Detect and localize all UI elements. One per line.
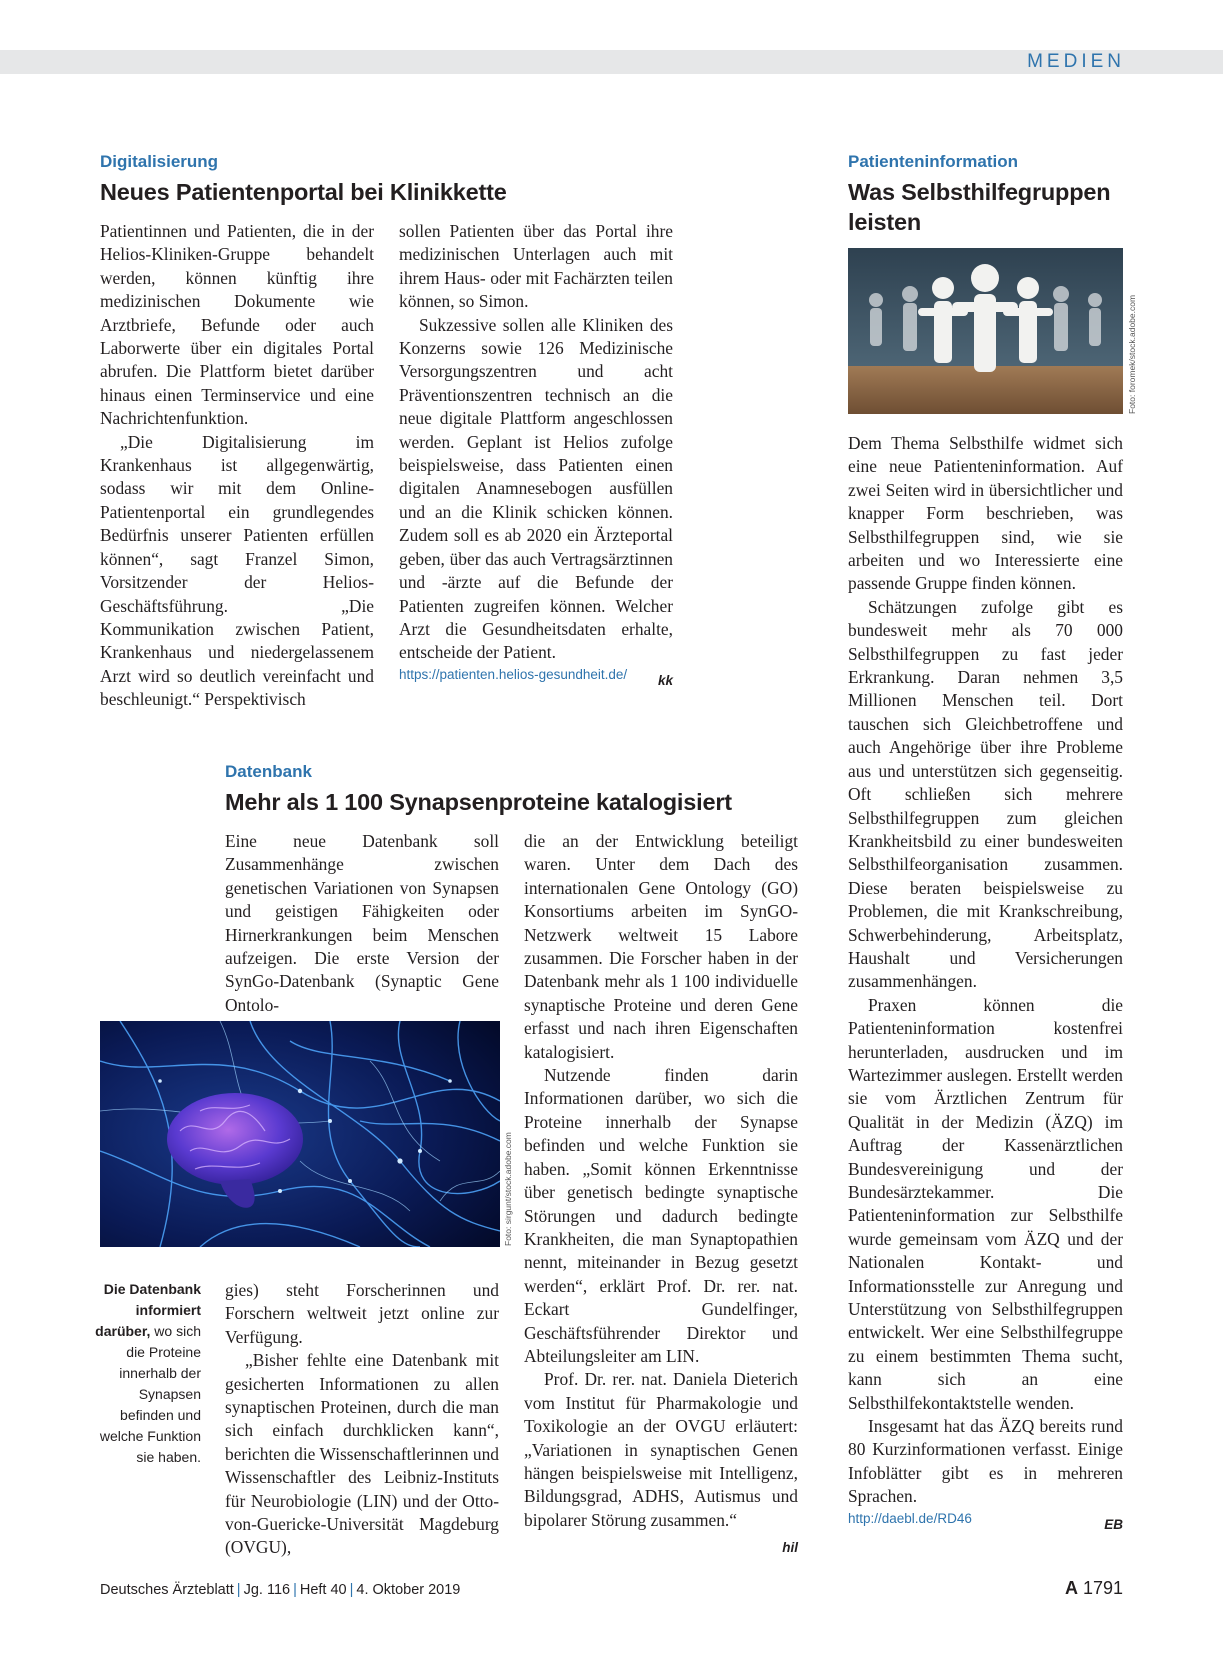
article3-column	[848, 432, 1123, 1536]
brain-network-illustration	[100, 1021, 500, 1247]
article1-col1-paragraph: „Die Digitalisierung im Krankenhaus ist allgegenwärtig, sodass wir mit dem Online-Patientenportal ein grundlegendes Bedürfnis unserer Patienten erfüllen können“, sagt Franzel Simon, Vorsitzender der Helios-Geschäftsführung. „Die Kommunikation zwischen Patient, Krankenhaus und niedergelassenem Arzt wird so deutlich vereinfacht und beschleunigt.“ Perspektivisch	[100, 431, 374, 710]
article2-photo-caption	[88, 1279, 201, 1468]
article2-col2-paragraph: Prof. Dr. rer. nat. Daniela Dieterich vom Institut für Pharmakologie und Toxikologie an der OVGU erläutert: „Variationen in synaptischen Genen hängen beispielsweise mit Intelligenz, Bildungsgrad, ADHS, Autismus und bipolarer Störung zusammen.“	[524, 1369, 798, 1530]
article3-headline-line2: leisten	[848, 209, 922, 235]
caption-bold-lead: Die Datenbank informiert darüber,	[95, 1281, 201, 1339]
footer-issue: Heft 40	[299, 1582, 347, 1598]
article3-signature: EB	[1104, 1516, 1123, 1532]
article1-signature: kk	[657, 672, 673, 688]
article1-col1-paragraph: Patientinnen und Patienten, die in der Helios-Kliniken-Gruppe behandelt werden, können künftig ihre medizinischen Dokumente wie Arztbriefe, Befunde oder auch Laborwerte über ein digitales Portal abrufen. Die Plattform bietet darüber hinaus einen Terminservice und eine Nachrichtenfunktion.	[100, 221, 374, 429]
article2-rubric: Datenbank	[225, 762, 312, 781]
footer-separator: |	[349, 1582, 354, 1598]
article1-column-1	[100, 220, 374, 712]
article3-paragraph: Insgesamt hat das ÄZQ bereits rund 80 Kurzinformationen verfasst. Einige Infoblätter gibt es in mehreren Sprachen.	[848, 1416, 1123, 1507]
footer-separator: |	[293, 1582, 297, 1598]
article3-headline-line1: Was Selbsthilfegruppen	[848, 179, 1111, 205]
article1-col2-paragraph: Sukzessive sollen alle Kliniken des Konzerns sowie 126 Medizinische Versorgungszentren und acht Präventionszentren technisch an die neue digitale Plattform angeschlossen werden. Geplant ist Helios zufolge beispielsweise, dass Patienten einen digitalen Anamnesebogen ausfüllen und an die Klinik schicken können. Zudem soll es ab 2020 ein Ärzteportal geben, über das auch Vertragsärztinnen und -ärzte auf die Befunde der Patienten zugreifen können. Welcher Arzt die Gesundheitsdaten erhalte, entscheide der Patient.	[399, 314, 673, 663]
paper-people-illustration	[848, 248, 1123, 414]
article2-headline: Mehr als 1 100 Synapsenproteine katalogisiert	[225, 789, 732, 815]
page-prefix: A	[1064, 1578, 1078, 1598]
footer	[100, 1582, 460, 1598]
article1-headline: Neues Patientenportal bei Klinikkette	[100, 179, 507, 205]
page-number-value: 1791	[1082, 1578, 1123, 1598]
section-label: MEDIEN	[1027, 51, 1125, 72]
article3-headline	[848, 177, 1128, 237]
caption-text: wo sich die Proteine innerhalb der Synapsen befinden und welche Funktion sie haben.	[99, 1323, 201, 1465]
brain-network-photo	[100, 1021, 500, 1247]
article1-rubric: Digitalisierung	[100, 152, 219, 171]
footer-journal: Deutsches Ärzteblatt	[100, 1582, 234, 1598]
article2-photo-credit: Foto: sirgunt/stock.adobe.com	[503, 1132, 513, 1246]
article2-col1-paragraph: „Bisher fehlte eine Datenbank mit gesicherten Informationen zu allen synaptischen Proteinen, durch die man sich einfach durchklicken kann“, berichten die Wissenschaftlerinnen und Wissenschaftler des Leibniz-Instituts für Neurobiologie (LIN) und der Otto-von-Guericke-Universität Magdeburg (OVGU),	[225, 1350, 499, 1558]
article2-col2-paragraph: Nutzende finden darin Informationen darüber, wo sich die Proteine innerhalb der Synapse befinden und welche Funktion sie haben. „Somit können Erkenntnisse über genetisch bedingte synaptische Störungen und dadurch bedingte Krankheiten, die man Synaptopathien nennt, miteinander in Bezug gesetzt werden“, erklärt Prof. Dr. rer. nat. Eckart Gundelfinger, Geschäftsführender Direktor und Abteilungsleiter am LIN.	[524, 1065, 798, 1366]
article2-signature: hil	[782, 1540, 798, 1556]
paper-people-photo	[848, 248, 1123, 414]
article1-link[interactable]: https://patienten.helios-gesundheit.de/	[399, 666, 628, 682]
article2-column-1-bottom	[225, 1279, 499, 1560]
article3-rubric: Patienteninformation	[848, 152, 1019, 171]
article3-link[interactable]: http://daebl.de/RD46	[848, 1510, 972, 1526]
footer-separator: |	[236, 1582, 241, 1598]
article1-column-2	[399, 220, 673, 692]
footer-volume: Jg. 116	[243, 1582, 291, 1598]
article2-column-1-top	[225, 830, 499, 1017]
article3-paragraph: Praxen können die Patienteninformation kostenfrei herunterladen, ausdrucken und im Wartezimmer auslegen. Erstellt werden sie vom Ärztlichen Zentrum für Qualität in der Medizin (ÄZQ) im Auftrag der Kassenärztlichen Bundesvereinigung und der Bundesärztekammer. Die Patienteninformation zur Selbsthilfe wurde gemeinsam vom ÄZQ und der Nationalen Kontakt- und Informationsstelle zur Anregung und Unterstützung von Selbsthilfegruppen entwickelt. Wer eine Selbsthilfegruppe zu einem bestimmten Thema sucht, kann sich an eine Selbsthilfekontaktstelle wenden.	[848, 994, 1123, 1413]
article2-column-2	[524, 830, 798, 1560]
article3-paragraph: Dem Thema Selbsthilfe widmet sich eine neue Patienteninformation. Auf zwei Seiten wird in übersichtlicher und knapper Form beschrieben, was Selbsthilfegruppen sind, wie sie arbeiten und wo Interessierte eine passende Gruppe finden können.	[848, 433, 1123, 594]
article2-col1-paragraph: Eine neue Datenbank soll Zusammenhänge zwischen genetischen Variationen von Synapsen und geistigen Fähigkeiten oder Hirnerkrankungen beim Menschen aufzeigen. Die erste Version der SynGo-Datenbank (Synaptic Gene Ontolo-	[225, 831, 499, 1015]
article3-paragraph: Schätzungen zufolge gibt es bundesweit mehr als 70 000 Selbsthilfegruppen zu fast jeder Erkrankung. Daran nehmen 3,5 Millionen Menschen teil. Dort tauschen sich Gleichbetroffene und auch Angehörige über ihre Probleme aus und unterstützen sich gegenseitig. Oft schließen sich mehrere Selbsthilfegruppen zum gleichen Krankheitsbild zu einer bundesweiten Selbsthilfeorganisation zusammen. Diese beraten beispielsweise zu Problemen, die mit Krankschreibung, Schwerbehinderung, Arbeitsplatz, Haushalt und Versicherungen zusammenhängen.	[848, 596, 1123, 992]
page-number	[1065, 1578, 1123, 1599]
footer-date: 4. Oktober 2019	[356, 1582, 461, 1598]
article2-col1-paragraph: gies) steht Forscherinnen und Forschern weltweit jetzt online zur Verfügung.	[225, 1280, 499, 1347]
article3-photo-credit: Foto: foromek/stock.adobe.com	[1127, 294, 1137, 414]
article2-col2-paragraph: die an der Entwicklung beteiligt waren. Unter dem Dach des internationalen Gene Ontology (GO) Konsortiums arbeiten im SynGO-Netzwerk weltweit 15 Labore zusammen. Die Forscher haben in der Datenbank mehr als 1 100 individuelle synaptische Proteine und deren Gene erfasst und nach ihren Eigenschaften katalogisiert.	[524, 831, 798, 1062]
article1-col2-paragraph: sollen Patienten über das Portal ihre medizinischen Unterlagen auch mit ihrem Haus- oder mit Fachärzten teilen können, so Simon.	[399, 221, 673, 312]
